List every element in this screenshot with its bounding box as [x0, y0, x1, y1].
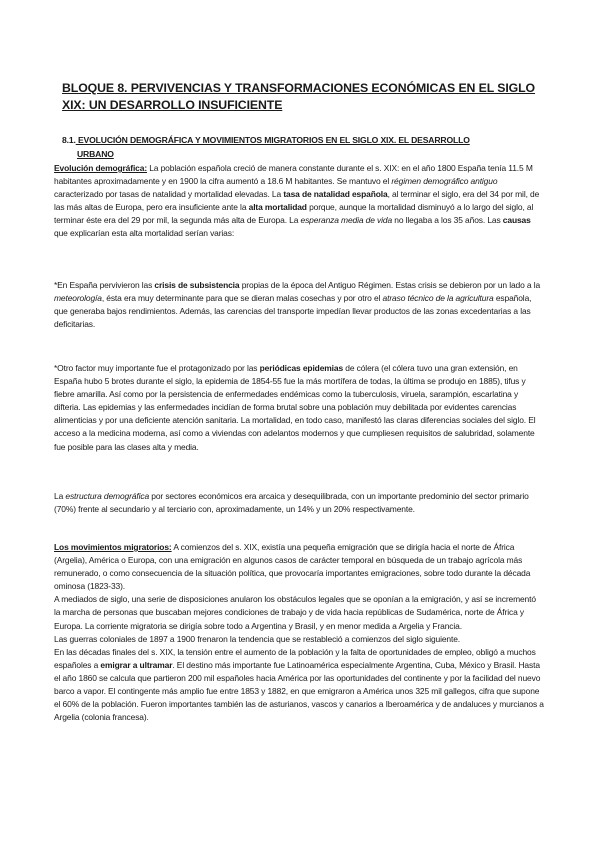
text-run: periódicas epidemias — [259, 363, 344, 373]
text-run: La población española creció de manera constante durante el s. XIX: en el año 1800 España tenía 11.5 M habitantes aproximadamente y en 1900 la cifra aumentó a 18.6 M habitantes. Se mantuvo el — [54, 163, 533, 187]
text-run: estructura demográfica — [65, 491, 150, 501]
section-title-line-2: URBANO — [77, 149, 114, 159]
text-run: En las décadas finales del s. XIX, la tensión entre el aumento de la población y la falta de oportunidades de empleo, obligó a muchos españoles a — [54, 646, 536, 670]
section-title-line-1: EVOLUCIÓN DEMOGRÁFICA Y MOVIMIENTOS MIGRATORIOS EN EL SIGLO XIX. EL DESARROLLO — [75, 135, 470, 145]
text-run: emigrar a ultramar — [100, 659, 173, 670]
text-run: no llegaba a los 35 años. Las — [392, 215, 503, 226]
text-run: . El destino más importante fue Latinoamérica especialmente Argentina, Cuba, México y Brasil. Hasta el año 1860 se calcula que partieron 200 mil españoles hacia América por las oportunidades del continente y por la facilidad del nuevo barco a vapor. El contingente más amplio fue entre 1853 y 1882, en que emigraron a América unos 325 mil gallegos, cifra que supone el 60% de la población. Fueron importantes también las de asturianos, vascos y canarios a Iberoamérica y de andaluces y murcianos a Argelia (colonia francesa). — [54, 659, 544, 723]
text-run: porque, aunque la mortalidad disminuyó a lo largo del siglo, al terminar éste era del 29 por mil, la segunda más alta de Europa. La — [54, 202, 534, 226]
text-run: régimen demográfico antiguo — [391, 176, 498, 187]
paragraph-label: Los movimientos migratorios: — [54, 542, 172, 552]
text-run: de cólera (el cólera tuvo una gran extensión, en España hubo 5 brotes durante el siglo, la epidemia de 1854-55 fue la más mortífera de todas, la última se produjo en 1885), tifus y fiebre amarilla. Así como por la persistencia de enfermedades endémicas como la tuberculosis, viruela, sarampión, escarlatina y difteria. Las epidemias y las enfermedades incidían de forma brutal sobre una población muy debilitada por evidentes carencias alimenticias y por una deficiente atención sanitaria. La mortalidad, en todo caso, manifestó las claras diferencias sociales del siglo. El acceso a la medicina moderna, así como a viviendas con adelantos modernos y que cumpliesen requisitos de salubridad, solamente fue posible para las clases alta y media. — [54, 363, 536, 452]
text-run: causas — [502, 215, 531, 226]
paragraph-demographic-structure — [54, 490, 544, 516]
text-run: , al terminar el siglo, era del 34 por mil, de las más altas de Europa, pero era insuficiente ante la — [54, 189, 540, 213]
text-run: alta mortalidad — [248, 202, 307, 213]
text-run: española, que generaba bajos rendimientos. Además, las carencias del transporte impedían llevar productos de las zonas excedentarias a las deficitarias. — [54, 293, 532, 330]
text-line: A mediados de siglo, una serie de disposiciones anularon los obstáculos legales que se oponían a la emigración, y así se incrementó la marcha de personas que buscaban mejores condiciones de trabajo y de vida hacia repúblicas de Sudamérica, norte de África y Europa. La corriente migratoria se dirigía sobre todo a Argentina y Brasil, y en menor medida a Argelia y Francia. — [54, 594, 536, 631]
block-title-line-2: XIX: UN DESARROLLO INSUFICIENTE — [62, 98, 283, 112]
text-run: esperanza media de vida — [300, 215, 393, 226]
text-run: tasa de natalidad española — [283, 189, 388, 200]
text-run: La — [54, 491, 66, 501]
text-run: atraso técnico de la agricultura — [382, 293, 494, 304]
text-run: crisis de subsistencia — [154, 280, 240, 290]
section-title — [62, 133, 532, 161]
block-title — [62, 80, 542, 114]
text-run: meteorología — [54, 293, 102, 304]
paragraph-migratory-movements — [54, 541, 544, 724]
section-number: 8.1. — [62, 135, 76, 145]
text-run: *Otro factor muy importante fue el protagonizado por las — [54, 363, 260, 373]
text-run: caracterizado por tasas de natalidad y mortalidad elevadas. La — [54, 189, 284, 200]
text-line: Las guerras coloniales de 1897 a 1900 frenaron la tendencia que se restableció a comienzos del siglo siguiente. — [54, 633, 461, 644]
paragraph-demographic-evolution — [54, 162, 544, 241]
text-run: propias de la época del Antiguo Régimen. Estas crisis se debieron por un lado a la — [239, 280, 541, 290]
paragraph-subsistence-crises — [54, 279, 544, 331]
text-run: por sectores económicos era arcaica y desequilibrada, con un importante predominio del sector primario (70%) frente al secundario y al terciario con, aproximadamente, un 14% y un 20% respectivamente. — [54, 491, 529, 515]
block-title-line-1: BLOQUE 8. PERVIVENCIAS Y TRANSFORMACIONES ECONÓMICAS EN EL SIGLO — [62, 81, 536, 95]
text-run: A comienzos del s. XIX, existía una pequeña emigración que se dirigía hacia el norte de África (Argelia), América o Europa, con una emigración en algunos casos de carácter temporal en búsqueda de un trabajo agrícola más remunerado, o como consecuencia de la situación política, que provocaría importantes emigraciones, sobre todo durante la década ominosa (1823-33). — [54, 542, 531, 592]
paragraph-epidemics — [54, 362, 544, 454]
text-run: que explicarían esta alta mortalidad serían varias: — [54, 228, 235, 239]
text-run: *En España pervivieron las — [54, 280, 155, 290]
paragraph-label: Evolución demográfica: — [54, 163, 148, 173]
text-run: , ésta era muy determinante para que se dieran malas cosechas y por otro el — [101, 293, 383, 304]
